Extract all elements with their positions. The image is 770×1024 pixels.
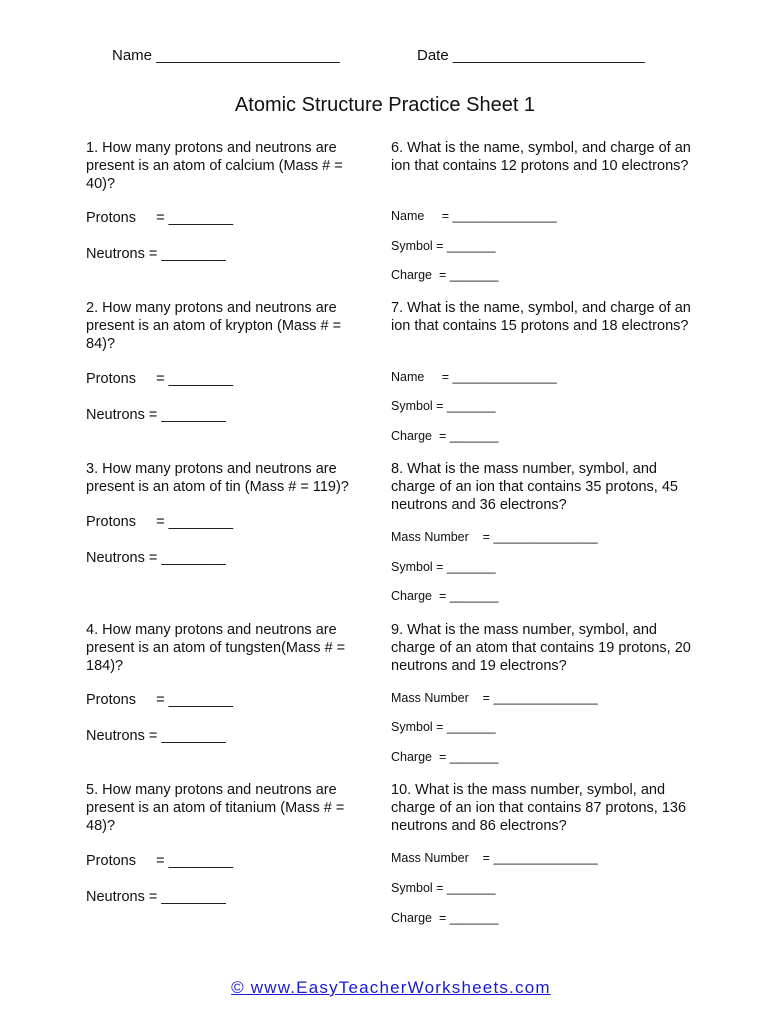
q3-neutrons: Neutrons = ________ (86, 550, 226, 566)
question-5: 5. How many protons and neutrons are present is an atom of titanium (Mass # = 48)? (86, 782, 345, 834)
q4-neutrons: Neutrons = ________ (86, 728, 226, 744)
q6-charge: Charge = _______ (391, 268, 499, 282)
q10-symbol: Symbol = _______ (391, 881, 496, 895)
q5-protons: Protons = ________ (86, 853, 234, 869)
q2-neutrons: Neutrons = ________ (86, 407, 226, 423)
question-9: 9. What is the mass number, symbol, and charge of an atom that contains 19 protons, 20 neutrons and 19 electrons? (391, 622, 691, 674)
footer-link-wrapper (0, 958, 770, 998)
q7-charge: Charge = _______ (391, 429, 499, 443)
q2-protons: Protons = ________ (86, 371, 234, 387)
q10-charge: Charge = _______ (391, 911, 499, 925)
q8-mass-number: Mass Number = _______________ (391, 530, 598, 544)
q8-charge: Charge = _______ (391, 589, 499, 603)
q6-symbol: Symbol = _______ (391, 239, 496, 253)
q3-protons: Protons = ________ (86, 514, 234, 530)
q9-symbol: Symbol = _______ (391, 720, 496, 734)
q4-protons: Protons = ________ (86, 692, 234, 708)
q5-neutrons: Neutrons = ________ (86, 889, 226, 905)
q1-protons: Protons = ________ (86, 210, 234, 226)
q10-mass-number: Mass Number = _______________ (391, 851, 598, 865)
question-4: 4. How many protons and neutrons are present is an atom of tungsten(Mass # = 184)? (86, 622, 346, 674)
q6-name: Name = _______________ (391, 209, 557, 223)
date-field: Date _______________________ (417, 47, 645, 64)
question-6: 6. What is the name, symbol, and charge of an ion that contains 12 protons and 10 electrons? (391, 140, 691, 174)
footer-link[interactable]: © www.EasyTeacherWorksheets.com (231, 978, 551, 997)
question-10: 10. What is the mass number, symbol, and charge of an ion that contains 87 protons, 136 neutrons and 86 electrons? (391, 782, 687, 834)
q7-name: Name = _______________ (391, 370, 557, 384)
q9-mass-number: Mass Number = _______________ (391, 691, 598, 705)
question-2: 2. How many protons and neutrons are present is an atom of krypton (Mass # = 84)? (86, 300, 342, 352)
q7-symbol: Symbol = _______ (391, 399, 496, 413)
question-8: 8. What is the mass number, symbol, and charge of an ion that contains 35 protons, 45 neutrons and 36 electrons? (391, 461, 678, 513)
page-title: Atomic Structure Practice Sheet 1 (234, 94, 536, 116)
question-1: 1. How many protons and neutrons are present is an atom of calcium (Mass # = 40)? (86, 140, 343, 192)
q9-charge: Charge = _______ (391, 750, 499, 764)
name-field: Name ______________________ (112, 47, 340, 64)
question-3: 3. How many protons and neutrons are present is an atom of tin (Mass # = 119)? (86, 461, 349, 495)
question-7: 7. What is the name, symbol, and charge of an ion that contains 15 protons and 18 electrons? (391, 300, 691, 334)
q8-symbol: Symbol = _______ (391, 560, 496, 574)
q1-neutrons: Neutrons = ________ (86, 246, 226, 262)
